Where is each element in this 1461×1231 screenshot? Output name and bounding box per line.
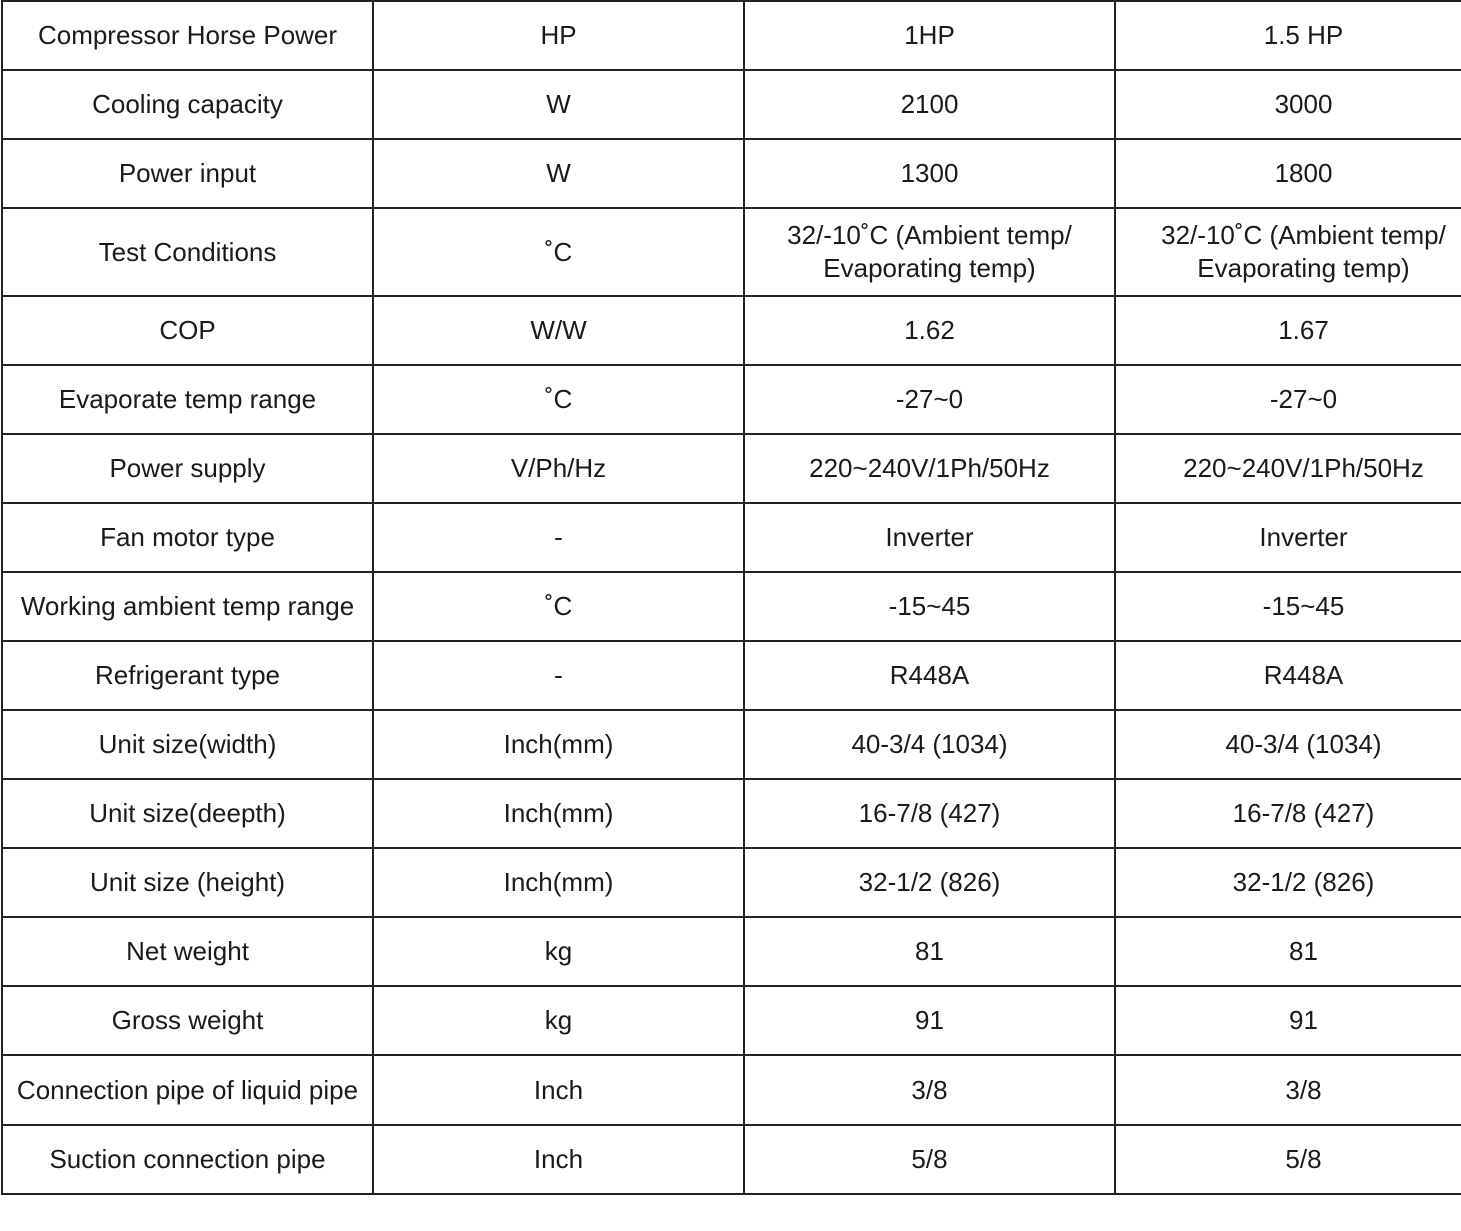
table-row <box>2 1 1461 70</box>
table-row <box>2 434 1461 503</box>
table-row <box>2 641 1461 710</box>
spec-table <box>1 0 1461 1195</box>
row-label: Unit size (height) <box>2 848 373 917</box>
row-unit: W <box>373 70 744 139</box>
row-label: Evaporate temp range <box>2 365 373 434</box>
row-value-1: 16-7/8 (427) <box>744 779 1115 848</box>
row-value-1: 1HP <box>744 1 1115 70</box>
row-label: COP <box>2 296 373 365</box>
row-value-1: Inverter <box>744 503 1115 572</box>
row-unit: W/W <box>373 296 744 365</box>
row-value-2: 3/8 <box>1115 1055 1461 1125</box>
row-value-1: 32-1/2 (826) <box>744 848 1115 917</box>
row-value-1: R448A <box>744 641 1115 710</box>
row-value-1: 81 <box>744 917 1115 986</box>
row-value-1: 1300 <box>744 139 1115 208</box>
row-label: Suction connection pipe <box>2 1125 373 1194</box>
row-value-1: -27~0 <box>744 365 1115 434</box>
row-value-2: 40-3/4 (1034) <box>1115 710 1461 779</box>
row-unit: - <box>373 503 744 572</box>
row-value-1: 91 <box>744 986 1115 1055</box>
table-row <box>2 365 1461 434</box>
row-value-2: 220~240V/1Ph/50Hz <box>1115 434 1461 503</box>
table-row <box>2 296 1461 365</box>
row-label: Fan motor type <box>2 503 373 572</box>
row-label: Test Conditions <box>2 208 373 296</box>
table-row <box>2 1055 1461 1125</box>
row-value-2: 3000 <box>1115 70 1461 139</box>
row-unit: Inch <box>373 1055 744 1125</box>
table-row <box>2 917 1461 986</box>
row-unit: ˚C <box>373 365 744 434</box>
row-unit: - <box>373 641 744 710</box>
row-value-2: Inverter <box>1115 503 1461 572</box>
row-value-1: 5/8 <box>744 1125 1115 1194</box>
row-value-2: 32/-10˚C (Ambient temp/ Evaporating temp) <box>1115 208 1461 296</box>
row-unit: W <box>373 139 744 208</box>
table-row <box>2 848 1461 917</box>
row-label: Power supply <box>2 434 373 503</box>
row-value-1: 2100 <box>744 70 1115 139</box>
table-row <box>2 139 1461 208</box>
row-value-1: 220~240V/1Ph/50Hz <box>744 434 1115 503</box>
row-label: Gross weight <box>2 986 373 1055</box>
table-row <box>2 70 1461 139</box>
table-row <box>2 572 1461 641</box>
row-unit: ˚C <box>373 572 744 641</box>
row-value-2: 16-7/8 (427) <box>1115 779 1461 848</box>
row-value-2: 1.67 <box>1115 296 1461 365</box>
table-row <box>2 986 1461 1055</box>
row-label: Working ambient temp range <box>2 572 373 641</box>
row-unit: Inch(mm) <box>373 779 744 848</box>
row-unit: V/Ph/Hz <box>373 434 744 503</box>
row-value-2: 91 <box>1115 986 1461 1055</box>
row-label: Net weight <box>2 917 373 986</box>
row-label: Compressor Horse Power <box>2 1 373 70</box>
row-value-2: 32-1/2 (826) <box>1115 848 1461 917</box>
row-label: Refrigerant type <box>2 641 373 710</box>
row-unit: kg <box>373 986 744 1055</box>
row-unit: Inch(mm) <box>373 710 744 779</box>
table-row <box>2 710 1461 779</box>
row-value-1: 40-3/4 (1034) <box>744 710 1115 779</box>
row-unit: Inch <box>373 1125 744 1194</box>
row-label: Connection pipe of liquid pipe <box>2 1055 373 1125</box>
row-label: Cooling capacity <box>2 70 373 139</box>
row-value-1: 3/8 <box>744 1055 1115 1125</box>
table-row <box>2 1125 1461 1194</box>
row-label: Unit size(deepth) <box>2 779 373 848</box>
row-value-1: 32/-10˚C (Ambient temp/ Evaporating temp) <box>744 208 1115 296</box>
row-label: Power input <box>2 139 373 208</box>
row-value-2: R448A <box>1115 641 1461 710</box>
row-unit: HP <box>373 1 744 70</box>
row-value-2: 1800 <box>1115 139 1461 208</box>
row-value-2: 1.5 HP <box>1115 1 1461 70</box>
row-value-2: -27~0 <box>1115 365 1461 434</box>
row-unit: Inch(mm) <box>373 848 744 917</box>
row-value-1: -15~45 <box>744 572 1115 641</box>
table-row <box>2 208 1461 296</box>
table-row <box>2 503 1461 572</box>
row-value-2: 5/8 <box>1115 1125 1461 1194</box>
row-value-2: -15~45 <box>1115 572 1461 641</box>
row-value-1: 1.62 <box>744 296 1115 365</box>
row-unit: kg <box>373 917 744 986</box>
row-label: Unit size(width) <box>2 710 373 779</box>
table-row <box>2 779 1461 848</box>
row-value-2: 81 <box>1115 917 1461 986</box>
row-unit: ˚C <box>373 208 744 296</box>
